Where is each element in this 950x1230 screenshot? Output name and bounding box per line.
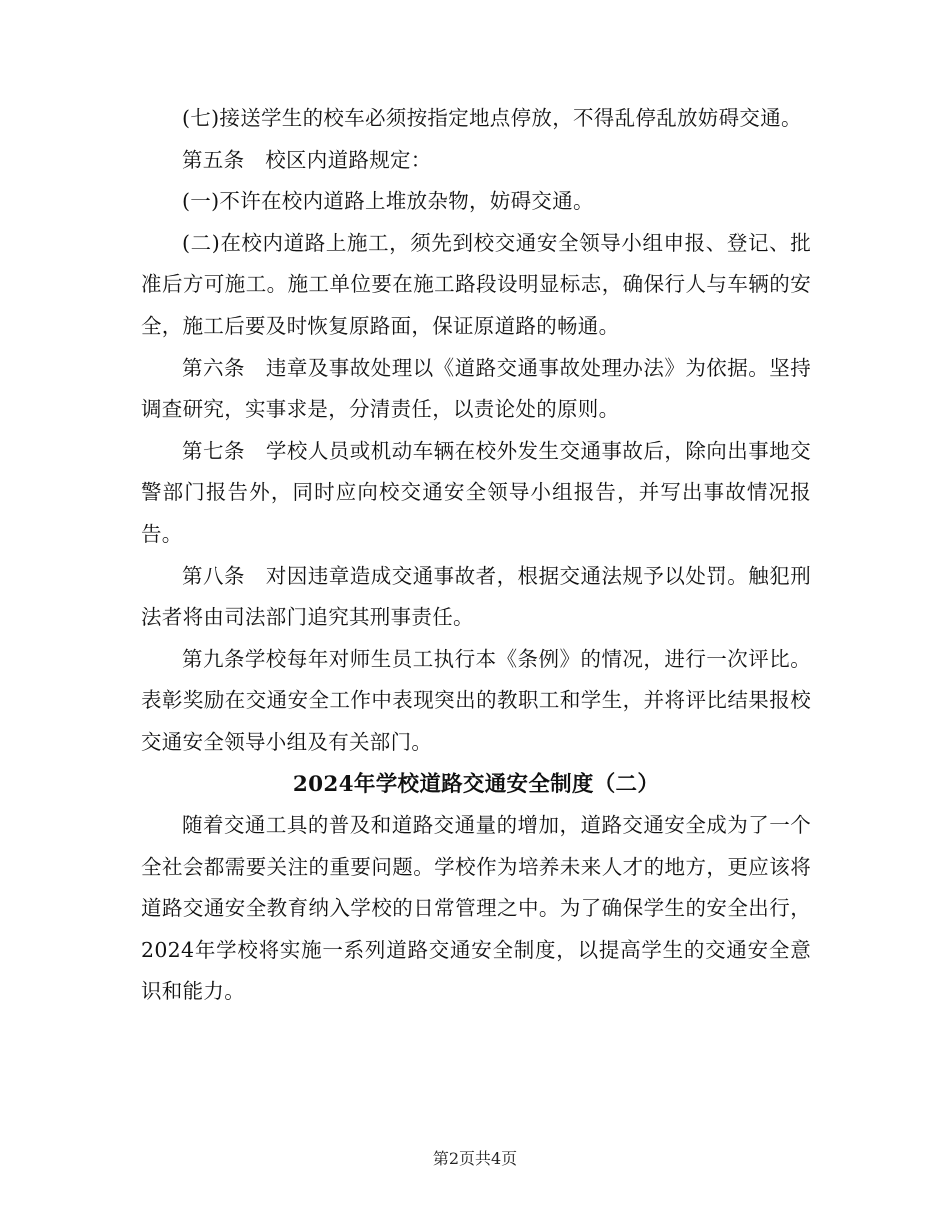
paragraph-article-6: 第六条 违章及事故处理以《道路交通事故处理办法》为依据。坚持调查研究，实事求是，分清责任，以责论处的原则。 bbox=[141, 355, 811, 422]
document-body bbox=[141, 98, 811, 1013]
paragraph-school-bus-parking: (七)接送学生的校车必须按指定地点停放，不得乱停乱放妨碍交通。 bbox=[182, 106, 802, 130]
page-number-footer: 第2页共4页 bbox=[432, 1149, 518, 1168]
paragraph-article-7: 第七条 学校人员或机动车辆在校外发生交通事故后，除向出事地交警部门报告外，同时应向校交通安全领导小组报告，并写出事故情况报告。 bbox=[141, 438, 811, 546]
paragraph-article-5-item-2: (二)在校内道路上施工，须先到校交通安全领导小组申报、登记、批准后方可施工。施工单位要在施工路段设明显标志，确保行人与车辆的安全，施工后要及时恢复原路面，保证原道路的畅通。 bbox=[141, 230, 811, 338]
section-heading: 2024年学校道路交通安全制度（二） bbox=[292, 771, 660, 797]
paragraph-article-9: 第九条学校每年对师生员工执行本《条例》的情况，进行一次评比。表彰奖励在交通安全工作中表现突出的教职工和学生，并将评比结果报校交通安全领导小组及有关部门。 bbox=[141, 646, 811, 754]
paragraph-article-5-title: 第五条 校区内道路规定： bbox=[182, 147, 432, 172]
paragraph-article-5-item-1: (一)不许在校内道路上堆放杂物，妨碍交通。 bbox=[182, 189, 594, 214]
paragraph-intro: 随着交通工具的普及和道路交通量的增加，道路交通安全成为了一个全社会都需要关注的重要问题。学校作为培养未来人才的地方，更应该将道路交通安全教育纳入学校的日常管理之中。为了确保学生的安全出行，2024年学校将实施一系列道路交通安全制度，以提高学生的交通安全意识和能力。 bbox=[141, 813, 811, 1004]
paragraph-article-8: 第八条 对因违章造成交通事故者，根据交通法规予以处罚。触犯刑法者将由司法部门追究其刑事责任。 bbox=[141, 563, 811, 630]
